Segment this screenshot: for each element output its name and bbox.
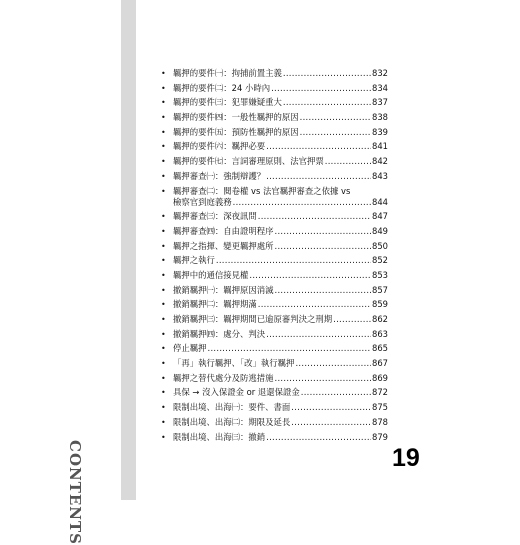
leader-dots <box>208 343 372 354</box>
toc-entry-page: 865 <box>372 343 388 354</box>
table-of-contents <box>160 68 388 446</box>
leader-dots <box>301 387 371 398</box>
toc-entry <box>160 255 388 266</box>
toc-entry-title: • 羈押審查㈡：閱卷權 vs 法官羈押審查之依據 vs <box>173 185 351 196</box>
toc-entry-page: 841 <box>372 141 388 152</box>
leader-dots <box>258 299 371 310</box>
toc-entry-title: • 羈押之執行 <box>173 255 215 266</box>
toc-entry <box>160 432 388 443</box>
leader-dots <box>300 127 371 138</box>
toc-entry-page: 847 <box>372 211 388 222</box>
toc-entry-page: 875 <box>372 402 388 413</box>
toc-entry <box>160 373 388 384</box>
leader-dots <box>275 226 372 237</box>
toc-entry-page: 872 <box>372 387 388 398</box>
toc-entry <box>160 343 388 354</box>
toc-entry <box>160 156 388 167</box>
toc-entry-page: 878 <box>372 416 388 427</box>
leader-dots <box>233 197 371 208</box>
toc-entry <box>160 402 388 413</box>
toc-entry-page: 867 <box>372 358 388 369</box>
toc-entry <box>160 299 388 310</box>
leader-dots <box>266 171 371 182</box>
leader-dots <box>291 417 371 428</box>
toc-entry <box>160 387 388 398</box>
side-bar <box>121 0 136 500</box>
toc-entry-title: • 撤銷羈押㈣：處分、判決 <box>173 328 266 339</box>
leader-dots <box>271 83 371 94</box>
leader-dots <box>333 314 371 325</box>
toc-entry-title: • 羈押中的通信接見權 <box>173 269 249 280</box>
toc-entry-title: • 羈押的要件㈤：預防性羈押的原因 <box>173 126 299 137</box>
toc-entry <box>160 358 388 369</box>
toc-entry-title: • 限制出境、出海㈢：撤銷 <box>173 431 266 442</box>
toc-entry-page: 850 <box>372 240 388 251</box>
toc-entry-page: 837 <box>372 97 388 108</box>
leader-dots <box>266 432 371 443</box>
toc-entry-page: 879 <box>372 431 388 442</box>
toc-entry <box>160 97 388 108</box>
toc-entry-title-continued: 檢察官到庭義務 <box>173 196 232 207</box>
toc-entry <box>160 285 388 296</box>
toc-entry-page: 834 <box>372 82 388 93</box>
toc-entry <box>160 141 388 152</box>
toc-entry-page: 852 <box>372 255 388 266</box>
leader-dots <box>216 255 371 266</box>
toc-entry-page: 843 <box>372 170 388 181</box>
toc-entry-page: 849 <box>372 225 388 236</box>
leader-dots <box>291 402 371 413</box>
toc-entry-title: • 羈押的要件㈢：犯罪嫌疑重大 <box>173 97 282 108</box>
toc-entry-page: 862 <box>372 314 388 324</box>
leader-dots <box>266 141 371 152</box>
leader-dots <box>300 112 371 123</box>
toc-entry-page: 838 <box>372 112 388 123</box>
toc-entry <box>160 211 388 222</box>
leader-dots <box>283 97 371 108</box>
page-number: 19 <box>392 444 420 472</box>
toc-entry-title: • 「再」執行羈押、「改」執行羈押 <box>173 358 295 369</box>
toc-entry-title: • 羈押審查㈢：深夜訊問 <box>173 211 257 222</box>
leader-dots <box>325 156 371 167</box>
toc-entry-title: • 限制出境、出海㈠：要件、書面 <box>173 402 291 413</box>
toc-entry <box>160 329 388 340</box>
toc-entry-page: 832 <box>372 68 388 78</box>
toc-entry-page: 839 <box>372 126 388 137</box>
toc-entry <box>160 417 388 428</box>
toc-entry-page: 857 <box>372 284 388 295</box>
toc-entry <box>160 186 388 208</box>
toc-entry-page: 853 <box>372 269 388 280</box>
toc-entry-title: • 羈押之替代處分及防逃措施 <box>173 372 274 383</box>
contents-label: CONTENTS <box>66 440 84 545</box>
toc-entry-title: • 撤銷羈押㈠：羈押原因消滅 <box>173 284 274 295</box>
toc-entry-page: 863 <box>372 328 388 339</box>
toc-entry-title: • 撤銷羈押㈢：羈押期間已逾原審判決之刑期 <box>173 314 333 324</box>
toc-entry-title: • 羈押審查㈣：自由證明程序 <box>173 225 274 236</box>
toc-entry <box>160 226 388 237</box>
toc-entry-title: • 羈押的要件㈥：羈押必要 <box>173 141 266 152</box>
toc-entry <box>160 171 388 182</box>
leader-dots <box>295 358 371 369</box>
leader-dots <box>266 329 371 340</box>
toc-entry-title: • 羈押的要件㈠：拘捕前置主義 <box>173 68 282 78</box>
toc-entry <box>160 68 388 79</box>
leader-dots <box>258 211 371 222</box>
toc-entry-title: • 羈押的要件㈦：言詞審理原則、法官押票 <box>173 156 324 167</box>
toc-entry <box>160 127 388 138</box>
toc-entry-title: • 具保 → 沒入保證金 or 退還保證金 <box>173 387 300 398</box>
toc-entry-title: • 停止羈押 <box>173 343 207 354</box>
toc-entry <box>160 112 388 123</box>
toc-entry-title: • 撤銷羈押㈡：羈押期滿 <box>173 299 257 310</box>
toc-entry-title: • 羈押的要件㈡：24 小時內 <box>173 82 271 93</box>
leader-dots <box>275 373 372 384</box>
leader-dots <box>275 241 372 252</box>
toc-entry-page: 842 <box>372 156 388 167</box>
toc-entry-page: 869 <box>372 372 388 383</box>
toc-entry-page: 859 <box>372 299 388 310</box>
toc-entry-title: • 羈押審查㈠：強制辯護？ <box>173 170 266 181</box>
toc-entry <box>160 270 388 281</box>
toc-entry-page: 844 <box>372 196 388 207</box>
toc-entry-title: • 羈押之指揮、變更羈押處所 <box>173 240 274 251</box>
leader-dots <box>249 270 371 281</box>
leader-dots <box>283 68 371 79</box>
toc-entry-title: • 限制出境、出海㈡：期限及延長 <box>173 416 291 427</box>
toc-entry <box>160 83 388 94</box>
toc-entry <box>160 241 388 252</box>
toc-entry-title: • 羈押的要件㈣：一般性羈押的原因 <box>173 112 299 123</box>
leader-dots <box>275 285 372 296</box>
toc-entry <box>160 314 388 325</box>
